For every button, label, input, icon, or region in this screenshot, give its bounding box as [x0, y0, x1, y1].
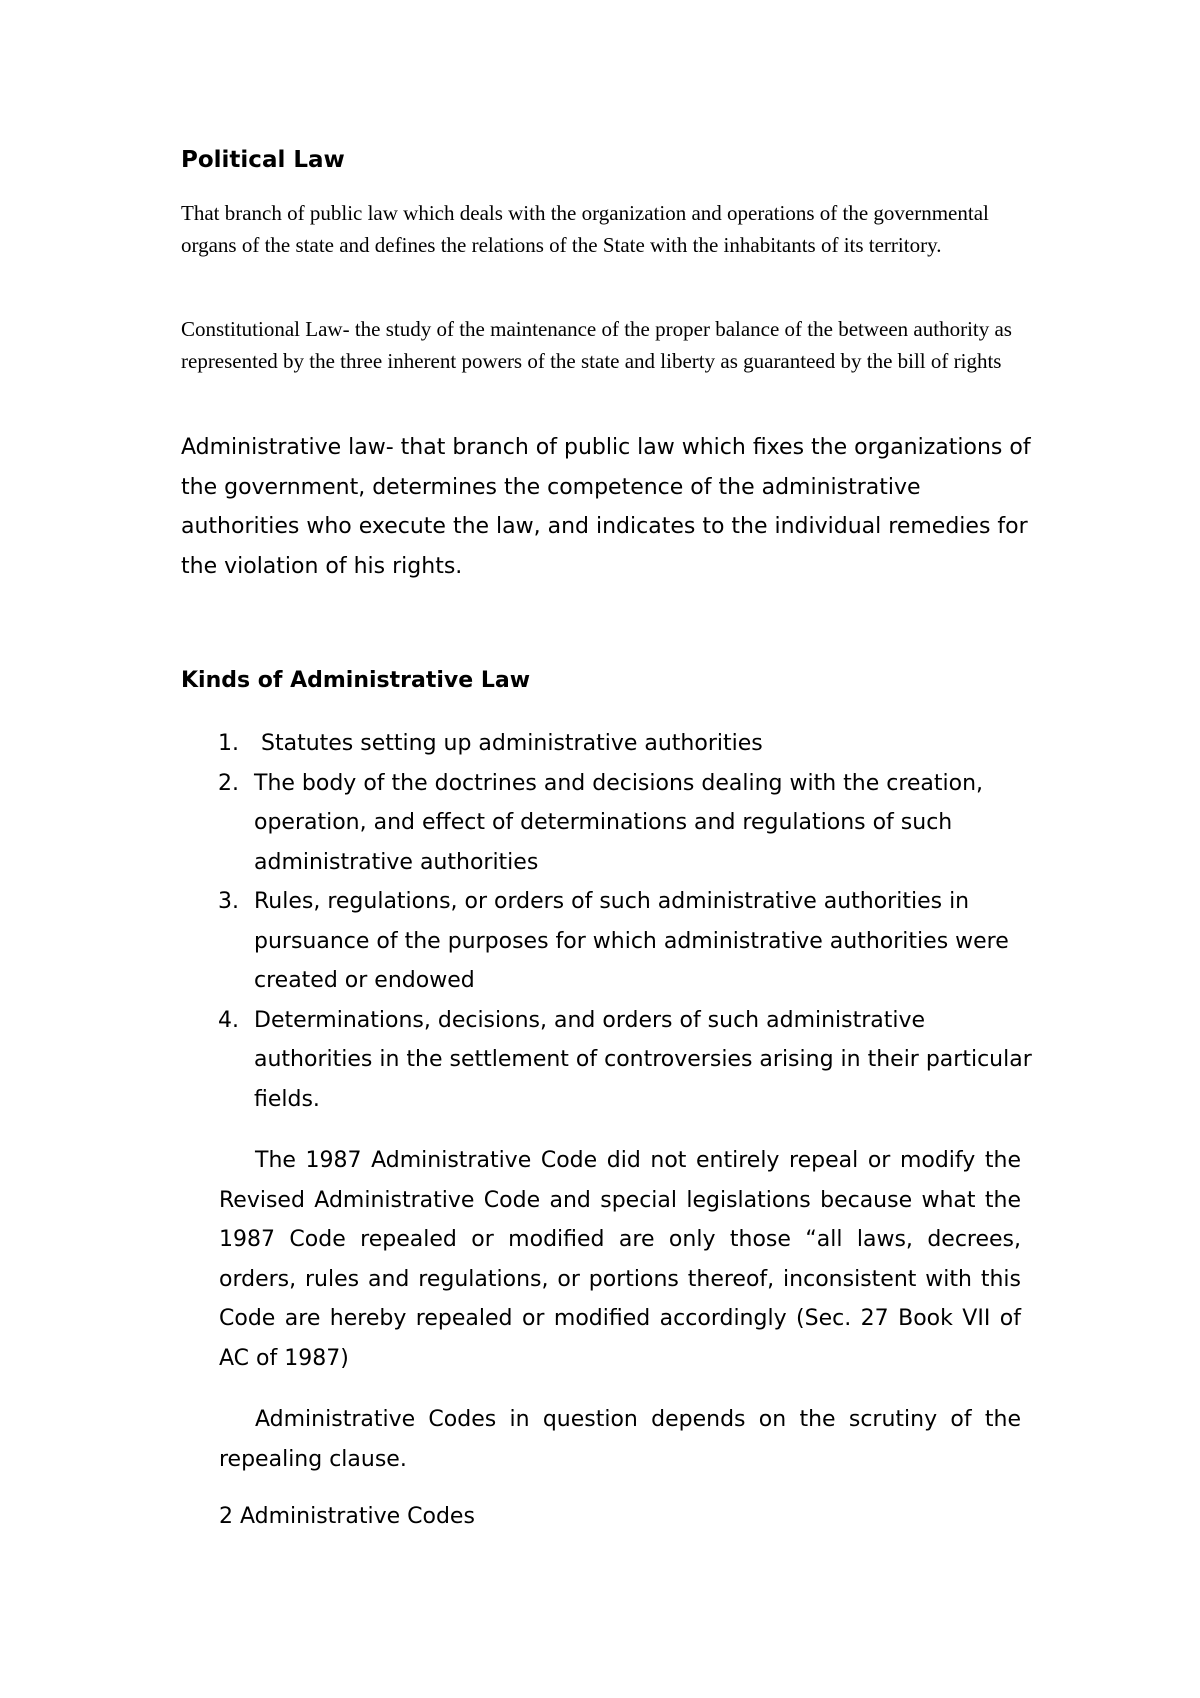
- kinds-list-item-1: [181, 724, 1041, 764]
- list-number: 2.: [218, 770, 239, 796]
- kinds-list-item-4: [181, 1001, 1041, 1120]
- list-item-text: Statutes setting up administrative authorities: [261, 731, 763, 756]
- list-item-text: The body of the doctrines and decisions dealing with the creation, operation, and effect of determinations and regulations of such administrative authorities: [254, 770, 984, 875]
- kinds-list-item-3: [181, 882, 1041, 1001]
- list-item-text: Determinations, decisions, and orders of such administrative authorities in the settlement of controversies arising in their particular fields.: [254, 1007, 1032, 1112]
- kinds-heading: Kinds of Administrative Law: [181, 668, 531, 693]
- administrative-law-paragraph: Administrative law- that branch of public law which fixes the organizations of the government, determines the competence of the administrative authorities who execute the law, and indicates to the individual remedies for the violation of his rights.: [181, 435, 1031, 579]
- list-number: 3.: [218, 889, 239, 914]
- list-item-text: Rules, regulations, or orders of such administrative authorities in pursuance of the purposes for which administrative authorities were created or endowed: [254, 889, 1009, 993]
- codes-in-question-paragraph: Administrative Codes in question depends on the scrutiny of the repealing clause.: [219, 1407, 1021, 1472]
- kinds-list: [181, 724, 1041, 1119]
- constitutional-law-paragraph: Constitutional Law- the study of the maintenance of the proper balance of the between authority as represented by the three inherent powers of the state and liberty as guaranteed by the bill of rights: [181, 317, 1012, 373]
- code-1987-paragraph: The 1987 Administrative Code did not entirely repeal or modify the Revised Administrative Code and special legislations because what the 1987 Code repealed or modified are only those “all laws, decrees, orders, rules and regulations, or portions thereof, inconsistent with this Code are hereby repealed or modified accordingly (Sec. 27 Book VII of AC of 1987): [219, 1148, 1021, 1371]
- list-number: 4.: [218, 1007, 239, 1033]
- list-number: 1.: [218, 731, 239, 756]
- page-title: Political Law: [181, 147, 345, 173]
- kinds-list-item-2: [181, 764, 1041, 883]
- political-law-definition: That branch of public law which deals with the organization and operations of the governmental organs of the state and defines the relations of the State with the inhabitants of its territory.: [181, 201, 989, 257]
- two-codes-line: 2 Administrative Codes: [219, 1504, 475, 1529]
